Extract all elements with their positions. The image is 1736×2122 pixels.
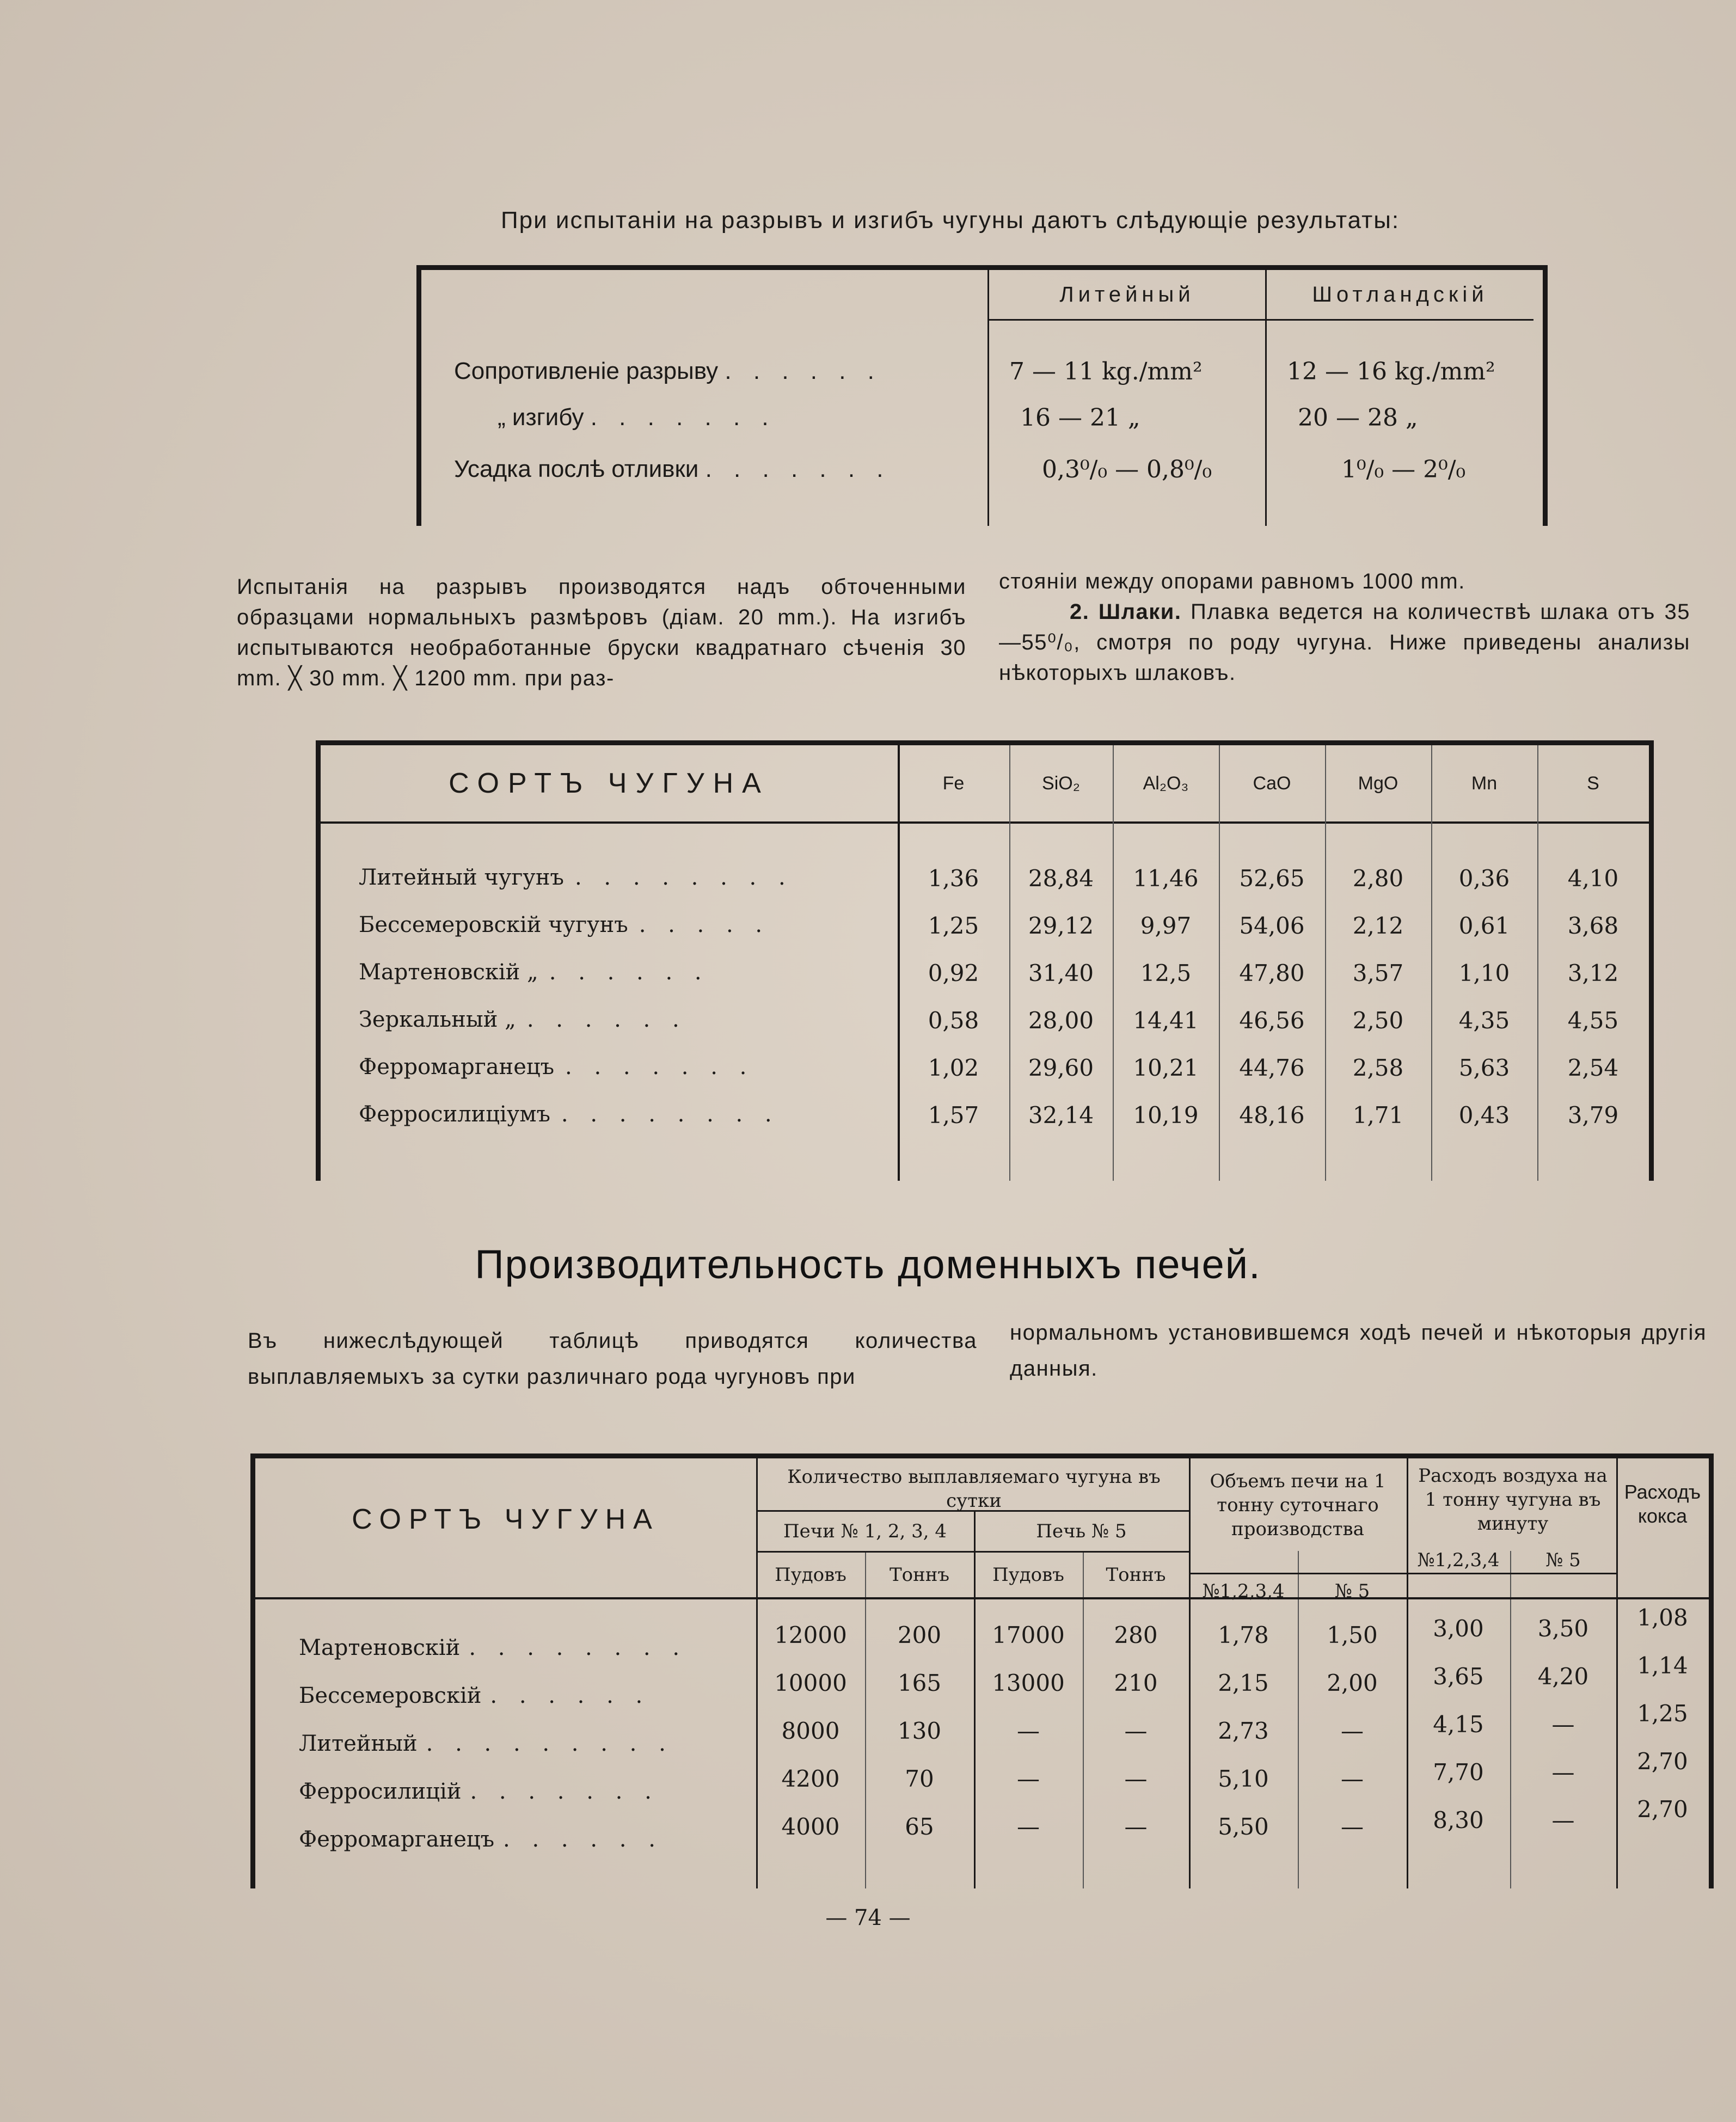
leader-dots: . . . . . . . bbox=[705, 456, 891, 482]
row-label-text: Ферросилицiй bbox=[299, 1779, 462, 1804]
table-cell: 130 bbox=[897, 1718, 942, 1744]
row-label bbox=[359, 865, 793, 890]
row-label-text: Бессемеровскiй чугунъ bbox=[359, 912, 628, 937]
value-liteyny: 16 — 21 „ bbox=[1020, 403, 1140, 432]
table-cell: 3,50 bbox=[1537, 1615, 1589, 1642]
column-title: СОРТЪ ЧУГУНА bbox=[352, 1504, 660, 1535]
table-cell: 8000 bbox=[781, 1718, 840, 1744]
table-cell: 3,00 bbox=[1433, 1615, 1484, 1642]
leader-dots: . . . . . . bbox=[503, 1827, 663, 1852]
paragraph-right-text: Плавка ведется на количествѣ шлака отъ 35—55⁰/₀, смотря по роду чугуна. Ниже приведены анализы нѣкоторыхъ шлаковъ. bbox=[999, 600, 1690, 685]
paragraph2-left: Въ нижеслѣдующей таблицѣ приводятся количества выплавляемыхъ за сутки различнаго рода чугуновъ при bbox=[248, 1329, 977, 1389]
table-cell: 1,14 bbox=[1637, 1652, 1688, 1679]
table-cell: 1,36 bbox=[928, 865, 979, 892]
table-cell: 280 bbox=[1114, 1622, 1158, 1648]
table-cell: 2,80 bbox=[1352, 865, 1404, 892]
table-cell: 3,65 bbox=[1433, 1663, 1484, 1690]
table-cell: — bbox=[1124, 1813, 1148, 1840]
leader-dots: . . . . . . . . bbox=[574, 865, 793, 890]
paragraph2-right: нормальномъ установившемся ходѣ печей и нѣкоторыя другiя данныя. bbox=[1010, 1321, 1707, 1381]
row-label bbox=[299, 1827, 663, 1852]
table-cell: — bbox=[1341, 1765, 1364, 1792]
leader-dots: . . . . . . bbox=[549, 960, 709, 985]
table-cell: 52,65 bbox=[1239, 865, 1305, 892]
table-cell: 210 bbox=[1114, 1670, 1158, 1696]
table-cell: 5,50 bbox=[1218, 1813, 1269, 1840]
table-cell: 1,10 bbox=[1458, 960, 1510, 986]
row-label-text: Ферросилицiумъ bbox=[359, 1102, 550, 1127]
header-pud: Пудовъ bbox=[775, 1564, 846, 1586]
table-cell: 46,56 bbox=[1239, 1007, 1305, 1034]
table-cell: 65 bbox=[905, 1813, 934, 1840]
row-label bbox=[359, 960, 709, 985]
table-cell: 3,79 bbox=[1567, 1102, 1619, 1129]
table-row bbox=[421, 352, 1543, 391]
column-header: CaO bbox=[1253, 772, 1291, 794]
column-header: MgO bbox=[1358, 772, 1398, 794]
table-cell: 200 bbox=[897, 1622, 942, 1648]
header-sub-5: № 5 bbox=[1545, 1549, 1581, 1571]
intro-text: При испытанiи на разрывъ и изгибъ чугуны даютъ слѣдующiе результаты: bbox=[501, 207, 1400, 234]
header-furnace-5: Печь № 5 bbox=[1036, 1520, 1127, 1542]
table-cell: 13000 bbox=[992, 1670, 1065, 1696]
leader-dots: . . . . . . . . . bbox=[426, 1731, 673, 1756]
row-label-text: Мартеновскiй bbox=[299, 1635, 461, 1660]
table-cell: 1,78 bbox=[1218, 1622, 1269, 1648]
table-cell: 5,63 bbox=[1458, 1054, 1510, 1081]
leader-dots: . . . . . . . . bbox=[561, 1102, 780, 1127]
slag-analysis-table bbox=[316, 740, 1654, 1181]
table-cell: — bbox=[1551, 1711, 1575, 1738]
table-cell: — bbox=[1017, 1718, 1040, 1744]
table-cell: 12,5 bbox=[1140, 960, 1192, 986]
table-cell: 2,12 bbox=[1352, 912, 1404, 939]
row-label: „ изгибу bbox=[498, 404, 584, 431]
strength-table bbox=[416, 265, 1548, 526]
table-cell: 1,57 bbox=[928, 1102, 979, 1129]
table-cell: 4000 bbox=[781, 1813, 840, 1840]
row-label bbox=[359, 1007, 687, 1032]
row-label bbox=[299, 1683, 650, 1708]
header-ton: Тоннъ bbox=[889, 1564, 950, 1586]
row-label-text: Бессемеровскiй bbox=[299, 1683, 482, 1708]
column-header: SiO₂ bbox=[1042, 772, 1080, 794]
header-coke: Расходъ кокса bbox=[1624, 1481, 1701, 1527]
leader-dots: . . . . . . . bbox=[565, 1054, 754, 1080]
value-shotlandsky: 1⁰/₀ — 2⁰/₀ bbox=[1341, 455, 1466, 483]
column-header: S bbox=[1587, 772, 1599, 794]
table-cell: 10,21 bbox=[1133, 1054, 1199, 1081]
table-row bbox=[421, 398, 1543, 437]
row-label-text: Литейный bbox=[299, 1731, 418, 1756]
table-cell: 2,00 bbox=[1327, 1670, 1378, 1696]
leader-dots: . . . . . . bbox=[526, 1007, 687, 1032]
table-cell: 3,12 bbox=[1567, 960, 1619, 986]
value-liteyny: 0,3⁰/₀ — 0,8⁰/₀ bbox=[1042, 455, 1212, 483]
row-label-text: Литейный чугунъ bbox=[359, 865, 564, 890]
table-cell: 4,20 bbox=[1537, 1663, 1589, 1690]
header-furnaces-1-4: Печи № 1, 2, 3, 4 bbox=[783, 1520, 947, 1542]
paragraph-right-line1: стоянiи между опорами равномъ 1000 mm. bbox=[999, 569, 1465, 593]
paragraph-right bbox=[999, 566, 1690, 688]
table-cell: 2,70 bbox=[1637, 1748, 1688, 1775]
row-label bbox=[299, 1731, 673, 1756]
leader-dots: . . . . . . . . bbox=[469, 1635, 688, 1660]
row-label-text: Ферромарганецъ bbox=[359, 1054, 555, 1080]
table-cell: 14,41 bbox=[1133, 1007, 1199, 1034]
table-cell: 10,19 bbox=[1133, 1102, 1199, 1129]
table-cell: 54,06 bbox=[1239, 912, 1305, 939]
leader-dots: . . . . . . . bbox=[470, 1779, 659, 1804]
table-cell: 1,08 bbox=[1637, 1604, 1688, 1631]
table-cell: 11,46 bbox=[1133, 865, 1199, 892]
header-liteyny: Литейный bbox=[989, 270, 1265, 321]
value-shotlandsky: 12 — 16 kg./mm² bbox=[1287, 357, 1495, 385]
header-sub-5: № 5 bbox=[1334, 1580, 1370, 1602]
table-cell: 2,70 bbox=[1637, 1796, 1688, 1823]
row-label bbox=[359, 912, 770, 937]
header-air: Расходъ воздуха на 1 тонну чугуна въ минуту bbox=[1418, 1465, 1608, 1535]
table-cell: 2,15 bbox=[1218, 1670, 1269, 1696]
table-cell: 9,97 bbox=[1140, 912, 1192, 939]
table-cell: — bbox=[1017, 1765, 1040, 1792]
page-number: — 74 — bbox=[825, 1905, 911, 1930]
row-label: Усадка послѣ отливки bbox=[454, 456, 699, 482]
table-cell: — bbox=[1551, 1807, 1575, 1833]
table-cell: 28,00 bbox=[1028, 1007, 1094, 1034]
table-cell: 2,58 bbox=[1352, 1054, 1404, 1081]
table-cell: 1,02 bbox=[928, 1054, 979, 1081]
table-cell: 4,10 bbox=[1567, 865, 1619, 892]
section-number: 2. bbox=[1070, 600, 1090, 624]
table-cell: — bbox=[1341, 1718, 1364, 1744]
table-cell: 1,71 bbox=[1352, 1102, 1404, 1129]
row-label-text: Мартеновскiй „ bbox=[359, 960, 538, 985]
row-label bbox=[299, 1779, 659, 1804]
row-label-text: Зеркальный „ bbox=[359, 1007, 516, 1032]
value-liteyny: 7 — 11 kg./mm² bbox=[1009, 357, 1203, 385]
table-cell: 31,40 bbox=[1028, 960, 1094, 986]
table-cell: 165 bbox=[897, 1670, 942, 1696]
table-cell: 4200 bbox=[781, 1765, 840, 1792]
table-cell: — bbox=[1124, 1765, 1148, 1792]
row-label bbox=[359, 1102, 780, 1127]
value-shotlandsky: 20 — 28 „ bbox=[1298, 403, 1418, 432]
leader-dots: . . . . . . bbox=[490, 1683, 651, 1708]
table-cell: 29,12 bbox=[1028, 912, 1094, 939]
table-row bbox=[421, 450, 1543, 489]
header-sub-1234: №1,2,3,4 bbox=[1417, 1549, 1500, 1571]
column-title: СОРТЪ ЧУГУНА bbox=[449, 768, 770, 799]
table-cell: 7,70 bbox=[1433, 1759, 1484, 1786]
table-cell: 2,73 bbox=[1218, 1718, 1269, 1744]
table-cell: 12000 bbox=[774, 1622, 847, 1648]
table-cell: 47,80 bbox=[1239, 960, 1305, 986]
table-cell: 3,68 bbox=[1567, 912, 1619, 939]
table-cell: 10000 bbox=[774, 1670, 847, 1696]
header-sub-1234: №1,2,3,4 bbox=[1202, 1580, 1285, 1602]
row-label: Сопротивленiе разрыву bbox=[454, 358, 719, 384]
table-cell: 0,43 bbox=[1458, 1102, 1510, 1129]
table-cell: 4,15 bbox=[1433, 1711, 1484, 1738]
table-cell: 1,50 bbox=[1327, 1622, 1378, 1648]
header-rule bbox=[321, 821, 1649, 824]
column-header: Mn bbox=[1471, 772, 1498, 794]
column-header: Fe bbox=[942, 772, 965, 794]
table-cell: 17000 bbox=[992, 1622, 1065, 1648]
table-cell: 0,36 bbox=[1458, 865, 1510, 892]
header-ton: Тоннъ bbox=[1106, 1564, 1166, 1586]
table-cell: — bbox=[1017, 1813, 1040, 1840]
table-cell: 3,57 bbox=[1352, 960, 1404, 986]
table-cell: 28,84 bbox=[1028, 865, 1094, 892]
leader-dots: . . . . . bbox=[639, 912, 770, 937]
section-title-shlaki: Шлаки. bbox=[1098, 600, 1182, 624]
row-label bbox=[299, 1635, 687, 1660]
leader-dots: . . . . . . . bbox=[590, 404, 776, 431]
table-cell: 4,55 bbox=[1567, 1007, 1619, 1034]
table-cell: 0,61 bbox=[1458, 912, 1510, 939]
table-cell: 2,54 bbox=[1567, 1054, 1619, 1081]
table-cell: 48,16 bbox=[1239, 1102, 1305, 1129]
table-cell: 8,30 bbox=[1433, 1807, 1484, 1833]
table-cell: 1,25 bbox=[1637, 1700, 1688, 1727]
paragraph-left: Испытанiя на разрывъ производятся надъ обточенными образцами нормальныхъ размѣровъ (дiам. 20 mm.). На изгибъ испытываются необработанные бруски квадратнаго сѣченiя 30 mm. ╳ 30 mm. ╳ 1200 mm. при раз- bbox=[237, 575, 966, 690]
table-cell: 1,25 bbox=[928, 912, 979, 939]
table-cell: 0,58 bbox=[928, 1007, 979, 1034]
section-heading: Производительность доменныхъ печей. bbox=[475, 1242, 1261, 1287]
table-cell: 0,92 bbox=[928, 960, 979, 986]
furnace-productivity-table bbox=[250, 1453, 1714, 1888]
header-shotlandsky: Шотландскiй bbox=[1267, 270, 1533, 321]
table-cell: 29,60 bbox=[1028, 1054, 1094, 1081]
table-cell: 32,14 bbox=[1028, 1102, 1094, 1129]
table-cell: 4,35 bbox=[1458, 1007, 1510, 1034]
table-cell: 70 bbox=[905, 1765, 934, 1792]
table-cell: 44,76 bbox=[1239, 1054, 1305, 1081]
header-volume: Объемъ печи на 1 тонну суточнаго производства bbox=[1210, 1470, 1386, 1540]
table-cell: 2,50 bbox=[1352, 1007, 1404, 1034]
table-cell: — bbox=[1124, 1718, 1148, 1744]
header-pud: Пудовъ bbox=[992, 1564, 1064, 1586]
table-cell: 5,10 bbox=[1218, 1765, 1269, 1792]
header-quantity: Количество выплавляемаго чугуна въ сутки bbox=[787, 1466, 1161, 1512]
leader-dots: . . . . . . bbox=[725, 358, 882, 384]
row-label bbox=[359, 1054, 754, 1080]
row-label-text: Ферромарганецъ bbox=[299, 1827, 495, 1852]
table-cell: — bbox=[1341, 1813, 1364, 1840]
column-header: Al₂O₃ bbox=[1143, 772, 1189, 794]
table-cell: — bbox=[1551, 1759, 1575, 1786]
